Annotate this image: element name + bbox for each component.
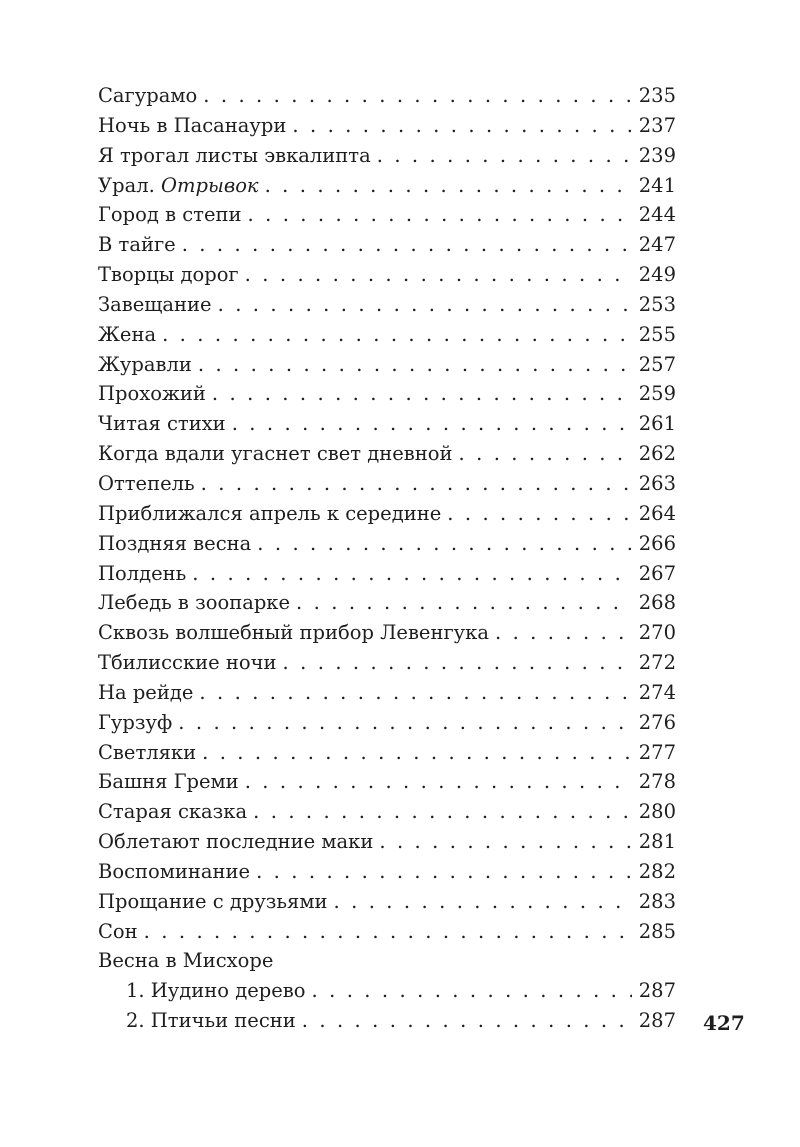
toc-entry <box>98 141 676 171</box>
toc-entry-page: 282 <box>638 859 676 883</box>
toc-entry <box>98 1006 676 1036</box>
toc-entry-title: Облетают последние маки <box>98 830 374 854</box>
toc-entry-title: 2. Птичьи песни <box>126 1009 296 1033</box>
toc-entry-title: Гурзуф <box>98 710 173 734</box>
dot-leader <box>212 379 632 409</box>
toc-entry <box>98 797 676 827</box>
dot-leader <box>202 738 632 768</box>
toc-entry <box>98 976 676 1006</box>
toc-entry <box>98 618 676 648</box>
toc-entry-title: Старая сказка <box>98 800 248 824</box>
toc-entry-page: 239 <box>638 143 676 167</box>
toc-entry-page: 262 <box>638 442 676 466</box>
toc-entry-page: 274 <box>638 680 676 704</box>
dot-leader <box>256 857 632 887</box>
dot-leader <box>296 588 632 618</box>
dot-leader <box>377 141 632 171</box>
toc-entry-title: Сагурамо <box>98 84 198 107</box>
toc-entry-title: Башня Греми <box>98 770 239 794</box>
dot-leader <box>248 200 633 230</box>
toc-entry-title: Ночь в Пасанаури <box>98 113 287 137</box>
toc-entry-subtitle: Отрывок <box>161 173 259 197</box>
toc-entry-page: 255 <box>638 322 676 346</box>
toc-entry-page: 277 <box>638 740 676 764</box>
toc-entry-title: Светляки <box>98 740 197 764</box>
dot-leader <box>334 887 632 917</box>
toc-entry <box>98 409 676 439</box>
dot-leader <box>182 230 632 260</box>
toc-entry <box>98 81 676 111</box>
dot-leader <box>245 767 632 797</box>
dot-leader <box>199 678 632 708</box>
page-number: 427 <box>703 1011 745 1035</box>
toc-entry-page: 276 <box>638 710 676 734</box>
toc-entry-title: Творцы дорог <box>98 263 239 287</box>
dot-leader <box>144 917 632 947</box>
toc-entry-title: Сквозь волшебный прибор Левенгука <box>98 621 489 645</box>
toc-entry <box>98 767 676 797</box>
dot-leader <box>312 976 632 1006</box>
toc-entry-page: 272 <box>638 651 676 675</box>
toc-entry-title: Прощание с друзьями <box>98 889 328 913</box>
toc-entry <box>98 290 676 320</box>
toc-entry-page: 267 <box>638 561 676 585</box>
toc-entry-page: 244 <box>638 203 676 227</box>
dot-leader <box>459 439 632 469</box>
toc-entry-page: 237 <box>638 113 676 137</box>
dot-leader <box>283 648 632 678</box>
toc-entry-page: 241 <box>638 173 676 197</box>
dot-leader <box>178 708 632 738</box>
dot-leader <box>245 260 632 290</box>
dot-leader <box>218 290 632 320</box>
toc-entry-title: 1. Иудино дерево <box>126 979 306 1003</box>
dot-leader <box>495 618 632 648</box>
dot-leader <box>203 81 632 111</box>
toc-entry-page: 285 <box>638 919 676 943</box>
table-of-contents <box>98 81 676 1036</box>
toc-entry <box>98 499 676 529</box>
toc-entry <box>98 320 676 350</box>
toc-entry <box>98 678 676 708</box>
toc-entry-title: Город в степи <box>98 203 242 227</box>
toc-entry-page: 280 <box>638 800 676 824</box>
toc-entry-page: 249 <box>638 263 676 287</box>
toc-entry <box>98 738 676 768</box>
toc-entry-title: Лебедь в зоопарке <box>98 591 291 615</box>
dot-leader <box>302 1006 632 1036</box>
toc-entry <box>98 469 676 499</box>
toc-entry <box>98 917 676 947</box>
toc-entry-page: 235 <box>638 84 676 107</box>
toc-entry-page: 278 <box>638 770 676 794</box>
toc-entry-title: Завещание <box>98 292 212 316</box>
toc-entry-title: Поздняя весна <box>98 531 252 555</box>
toc-entry-title: Полдень <box>98 561 187 585</box>
dot-leader <box>292 111 632 141</box>
dot-leader <box>447 499 632 529</box>
toc-entry <box>98 559 676 589</box>
toc-entry <box>98 827 676 857</box>
dot-leader <box>162 320 632 350</box>
dot-leader <box>379 827 632 857</box>
toc-entry <box>98 171 676 201</box>
toc-entry-title: Я трогал листы эвкалипта <box>98 143 371 167</box>
toc-entry <box>98 439 676 469</box>
toc-entry-page: 287 <box>638 1009 676 1033</box>
toc-entry <box>98 708 676 738</box>
toc-entry-page: 263 <box>638 471 676 495</box>
toc-entry <box>98 260 676 290</box>
toc-entry <box>98 857 676 887</box>
toc-entry <box>98 588 676 618</box>
toc-entry-title: Жена <box>98 322 157 346</box>
toc-entry <box>98 230 676 260</box>
toc-entry-title: Приближался апрель к середине <box>98 501 442 525</box>
toc-entry-page: 247 <box>638 233 676 257</box>
toc-entry-title: Сон <box>98 919 138 943</box>
dot-leader <box>192 559 632 589</box>
dot-leader <box>201 469 632 499</box>
toc-entry-title: Весна в Мисхоре <box>98 949 274 973</box>
dot-leader <box>257 529 632 559</box>
toc-entry <box>98 946 676 976</box>
toc-entry <box>98 350 676 380</box>
dot-leader <box>253 797 632 827</box>
toc-entry-page: 270 <box>638 621 676 645</box>
toc-entry-title: В тайге <box>98 233 176 257</box>
toc-entry-page: 259 <box>638 382 676 406</box>
toc-entry <box>98 200 676 230</box>
toc-entry-page: 287 <box>638 979 676 1003</box>
toc-entry-title: Когда вдали угаснет свет дневной <box>98 442 453 466</box>
toc-entry-title: На рейде <box>98 680 194 704</box>
toc-entry-page: 268 <box>638 591 676 615</box>
dot-leader <box>232 409 632 439</box>
toc-entry <box>98 648 676 678</box>
toc-entry-page: 281 <box>638 830 676 854</box>
dot-leader <box>198 350 632 380</box>
toc-entry-title: Воспоминание <box>98 859 251 883</box>
toc-entry-title: Журавли <box>98 352 192 376</box>
toc-entry-title: Читая стихи <box>98 412 226 436</box>
toc-entry-title: Тбилисские ночи <box>98 651 277 675</box>
dot-leader <box>265 171 632 201</box>
toc-entry <box>98 529 676 559</box>
toc-entry-page: 253 <box>638 292 676 316</box>
toc-entry-title: Оттепель <box>98 471 195 495</box>
toc-entry-page: 264 <box>638 501 676 525</box>
toc-entry-page: 266 <box>638 531 676 555</box>
toc-entry-title: Прохожий <box>98 382 206 406</box>
toc-entry-page: 257 <box>638 352 676 376</box>
toc-entry-page: 283 <box>638 889 676 913</box>
toc-entry <box>98 111 676 141</box>
toc-entry <box>98 379 676 409</box>
toc-entry-page: 261 <box>638 412 676 436</box>
toc-entry-title: Урал. Отрывок <box>98 173 259 197</box>
toc-entry <box>98 887 676 917</box>
